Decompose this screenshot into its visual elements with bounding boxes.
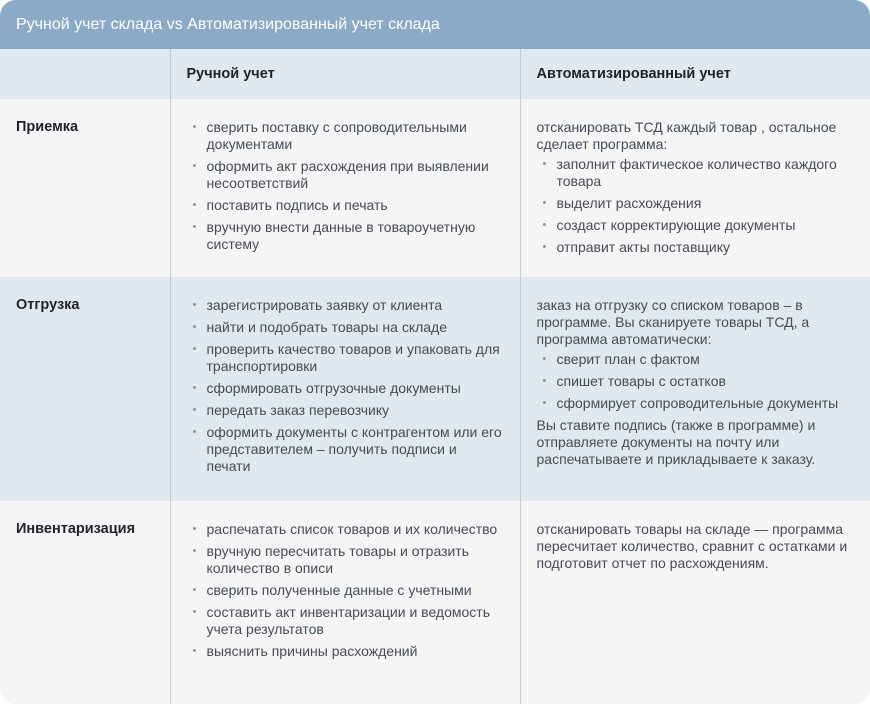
list-item: • составить акт инвентаризации и ведомость учета результатов [191,604,504,638]
list-item: • проверить качество товаров и упаковать для транспортировки [191,341,504,375]
manual-list [191,297,504,475]
list-item: • отправит акты поставщику [541,239,855,256]
list-item: • вручную пересчитать товары и отразить количество в описи [191,543,504,577]
list-item: • оформить акт расхождения при выявлении несоответствий [191,158,504,192]
list-item: • сверить поставку с сопроводительными документами [191,119,504,153]
list-item: • зарегистрировать заявку от клиента [191,297,504,314]
automated-cell [520,277,870,501]
manual-cell [170,277,520,501]
comparison-table [0,49,870,704]
automated-intro: заказ на отгрузку со списком товаров – в программе. Вы сканируете товары ТСД, а программа автоматически: [536,297,810,347]
list-item: • распечатать список товаров и их количество [191,521,504,538]
manual-cell [170,99,520,277]
header-empty-cell [0,49,170,99]
header-manual: Ручной учет [170,49,520,99]
list-item: • заполнит фактическое количество каждого товара [541,156,855,190]
automated-outro: Вы ставите подпись (также в программе) и отправляете документы на почту или распечатываете и прикладываете к заказу. [536,417,816,467]
list-item: • передать заказ перевозчику [191,402,504,419]
list-item: • вручную внести данные в товароучетную систему [191,219,504,253]
list-item: • сверить полученные данные с учетными [191,582,504,599]
row-label: Инвентаризация [0,501,170,704]
manual-list [191,119,504,253]
automated-intro: отсканировать ТСД каждый товар , остальное сделает программа: [536,119,837,152]
automated-list [541,351,855,412]
list-item: • сформировать отгрузочные документы [191,380,504,397]
row-label: Приемка [0,99,170,277]
table-row-receiving [0,99,870,277]
list-item: • сверит план с фактом [541,351,855,368]
list-item: • выделит расхождения [541,195,855,212]
automated-cell [520,99,870,277]
table-row-inventory [0,501,870,704]
manual-cell [170,501,520,704]
table-title: Ручной учет склада vs Автоматизированный учет склада [0,0,870,49]
manual-list [191,521,504,660]
row-label: Отгрузка [0,277,170,501]
automated-intro: отсканировать товары на складе — программа пересчитает количество, сравнит с остатками и подготовит отчет по расхождениям. [536,521,848,571]
list-item: • спишет товары с остатков [541,373,855,390]
header-automated: Автоматизированный учет [520,49,870,99]
list-item: • создаст корректирующие документы [541,217,855,234]
list-item: • оформить документы с контрагентом или его представителем – получить подписи и печати [191,424,504,475]
list-item: • поставить подпись и печать [191,197,504,214]
automated-cell [520,501,870,704]
list-item: • найти и подобрать товары на складе [191,319,504,336]
list-item: • выяснить причины расхождений [191,643,504,660]
automated-list [541,156,855,256]
list-item: • сформирует сопроводительные документы [541,395,855,412]
table-row-shipping [0,277,870,501]
